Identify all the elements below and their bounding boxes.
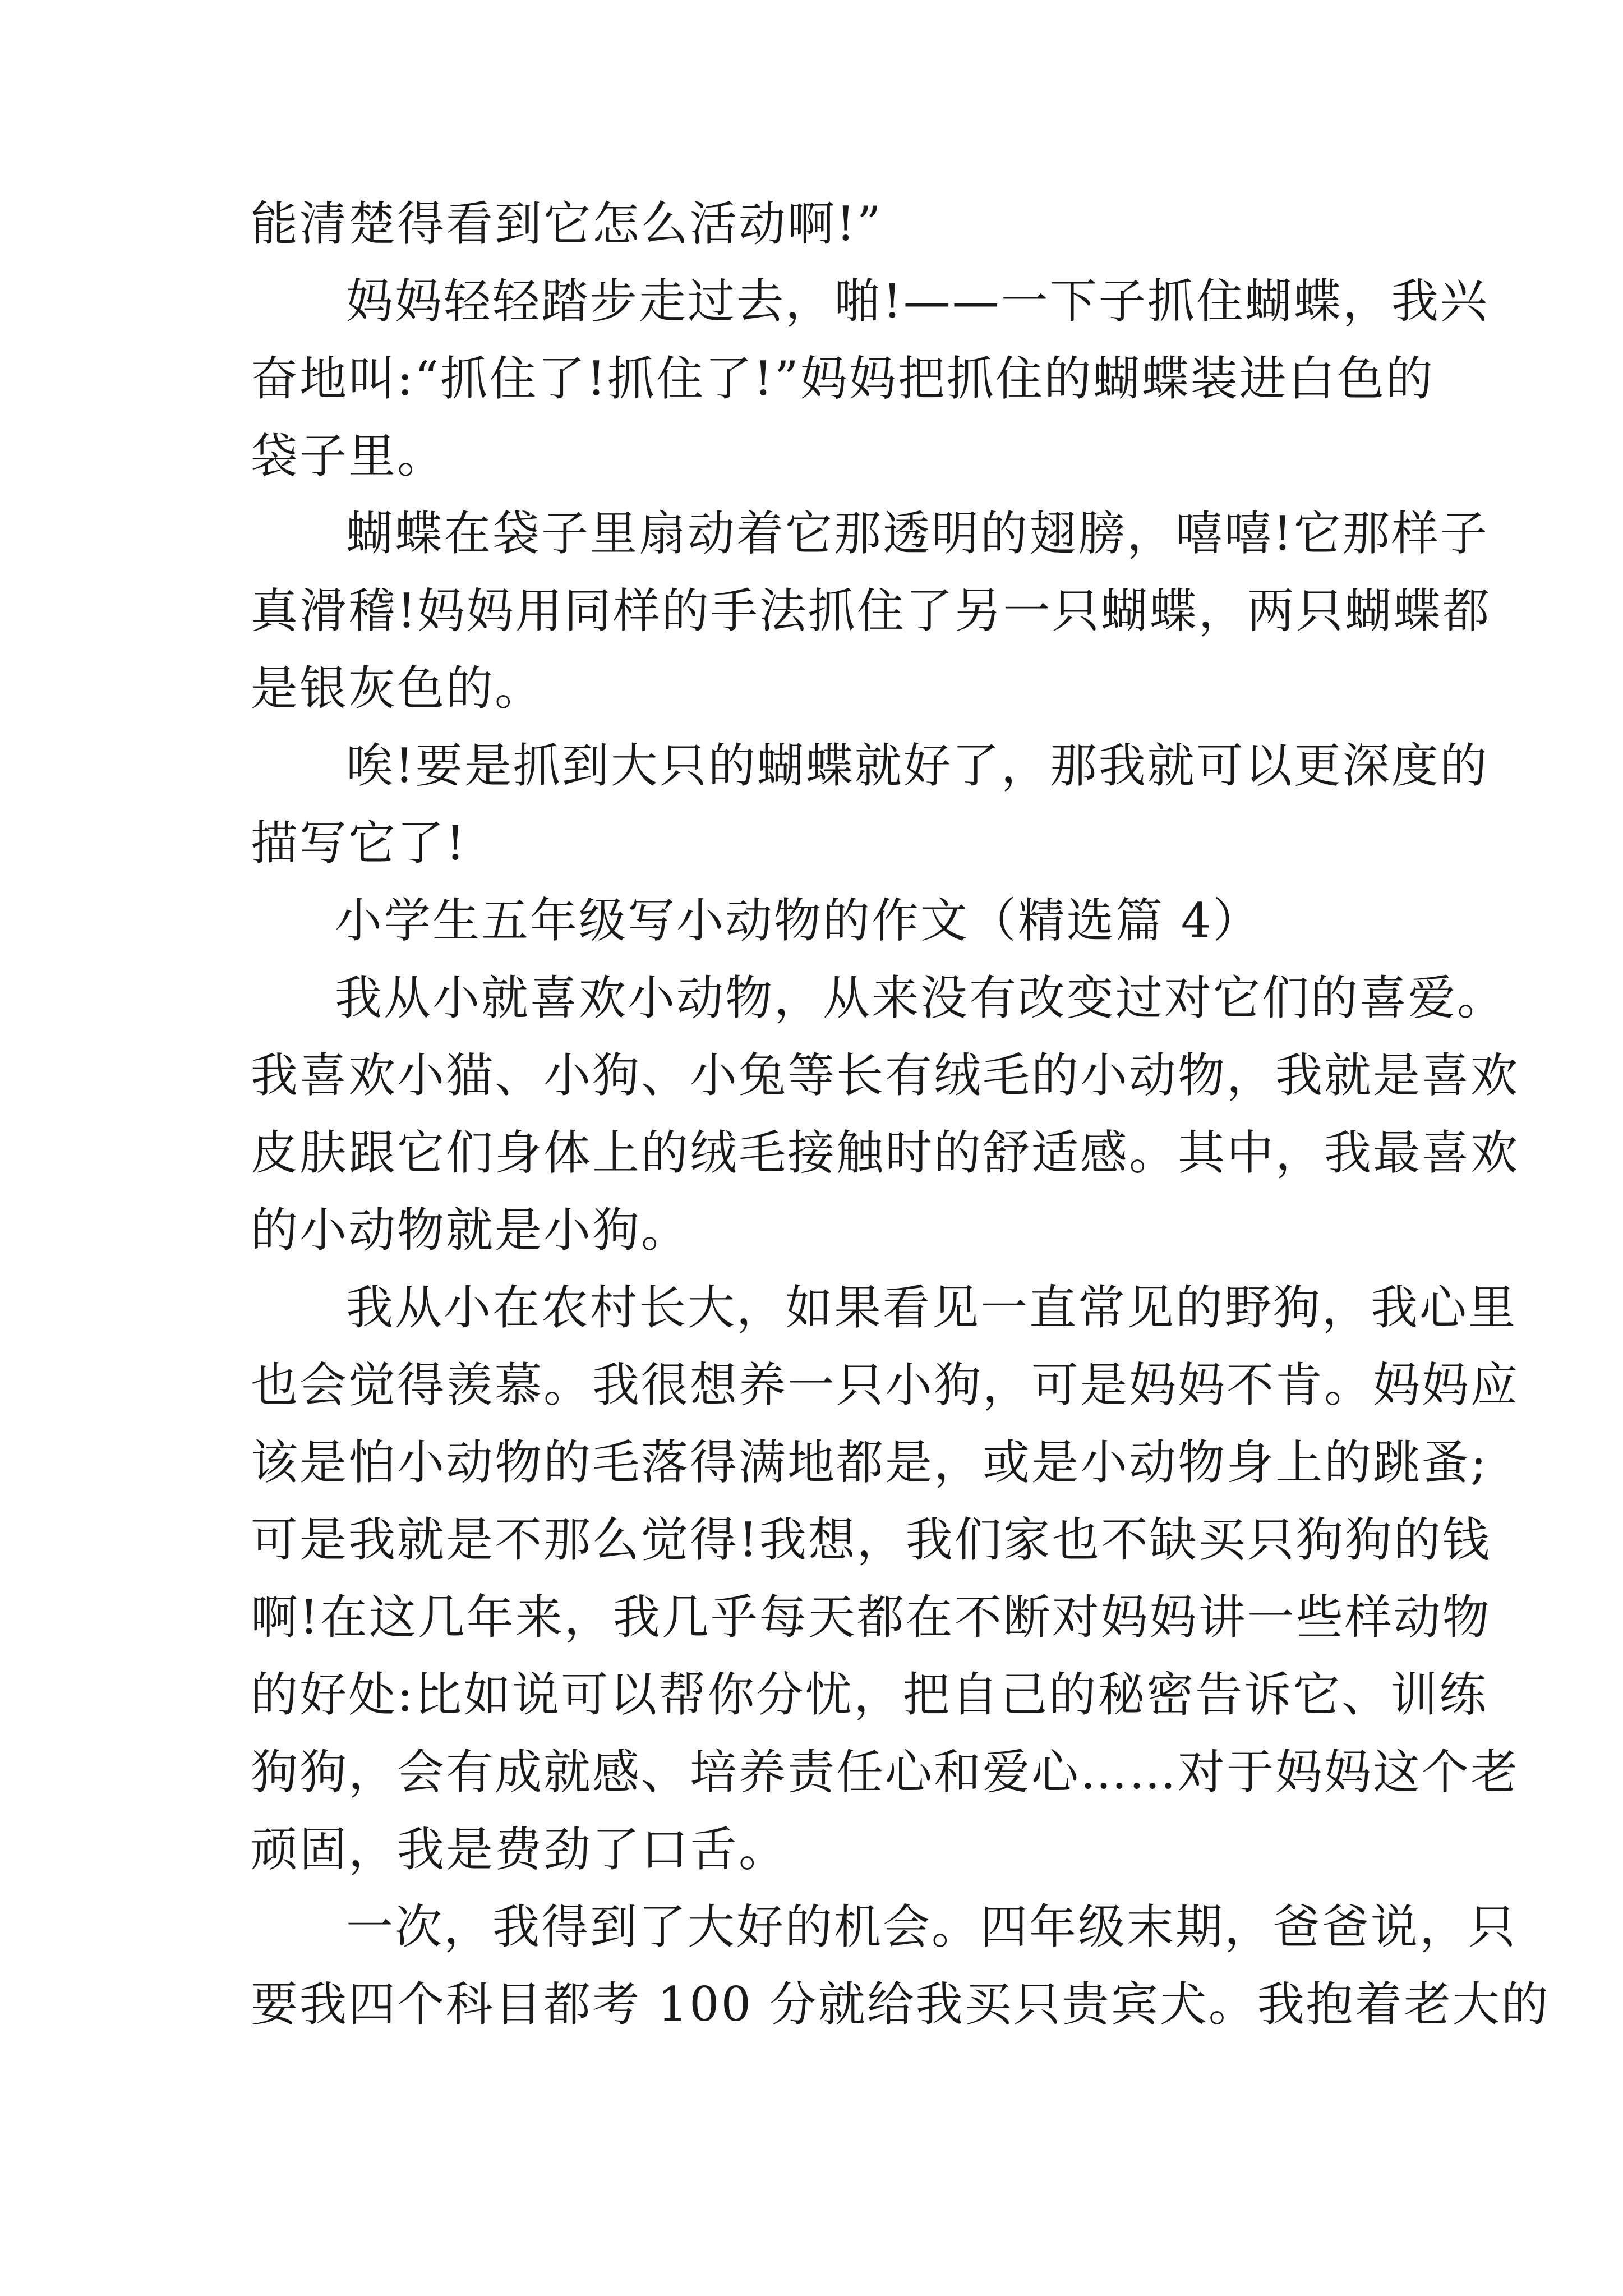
section-heading: 小学生五年级写小动物的作文（精选篇 4） bbox=[335, 893, 1262, 948]
text-line: 狗狗，会有成就感、培养责任心和爱心……对于妈妈这个老 bbox=[251, 1745, 1520, 1800]
text-line: 妈妈轻轻踏步走过去，啪!——一下子抓住蝴蝶，我兴 bbox=[346, 274, 1489, 329]
text-line: 的小动物就是小狗。 bbox=[251, 1203, 690, 1258]
text-line: 我从小就喜欢小动物，从来没有改变过对它们的喜爱。 bbox=[335, 970, 1506, 1025]
text-line: 啊!在这几年来，我几乎每天都在不断对妈妈讲一些样动物 bbox=[251, 1590, 1491, 1645]
text-line: 该是怕小动物的毛落得满地都是，或是小动物身上的跳蚤; bbox=[251, 1435, 1488, 1490]
text-line: 要我四个科目都考 100 分就给我买只贵宾犬。我抱着老大的 bbox=[251, 1977, 1550, 2032]
text-line: 袋子里。 bbox=[251, 429, 446, 484]
text-line: 的好处:比如说可以帮你分忧，把自己的秘密告诉它、训练 bbox=[251, 1667, 1488, 1722]
text-line: 真滑稽!妈妈用同样的手法抓住了另一只蝴蝶，两只蝴蝶都 bbox=[251, 583, 1491, 638]
text-line: 能清楚得看到它怎么活动啊!” bbox=[251, 196, 883, 251]
text-line: 顽固，我是费劲了口舌。 bbox=[251, 1822, 788, 1877]
article-body bbox=[251, 185, 1550, 2043]
text-line: 一次，我得到了大好的机会。四年级末期，爸爸说，只 bbox=[346, 1899, 1518, 1954]
text-line: 蝴蝶在袋子里扇动着它那透明的翅膀，嘻嘻!它那样子 bbox=[346, 506, 1489, 561]
text-line: 我从小在农村长大，如果看见一直常见的野狗，我心里 bbox=[346, 1280, 1518, 1335]
text-line: 我喜欢小猫、小狗、小兔等长有绒毛的小动物，我就是喜欢 bbox=[251, 1048, 1520, 1103]
text-line: 皮肤跟它们身体上的绒毛接触时的舒适感。其中，我最喜欢 bbox=[251, 1125, 1520, 1180]
text-line: 唉!要是抓到大只的蝴蝶就好了，那我就可以更深度的 bbox=[346, 738, 1489, 793]
text-line: 是银灰色的。 bbox=[251, 661, 544, 716]
text-line: 描写它了! bbox=[251, 816, 467, 871]
text-line: 可是我就是不那么觉得!我想，我们家也不缺买只狗狗的钱 bbox=[251, 1512, 1491, 1567]
text-line: 奋地叫:“抓住了!抓住了!”妈妈把抓住的蝴蝶装进白色的 bbox=[251, 351, 1435, 406]
text-line: 也会觉得羡慕。我很想养一只小狗，可是妈妈不肯。妈妈应 bbox=[251, 1358, 1520, 1412]
